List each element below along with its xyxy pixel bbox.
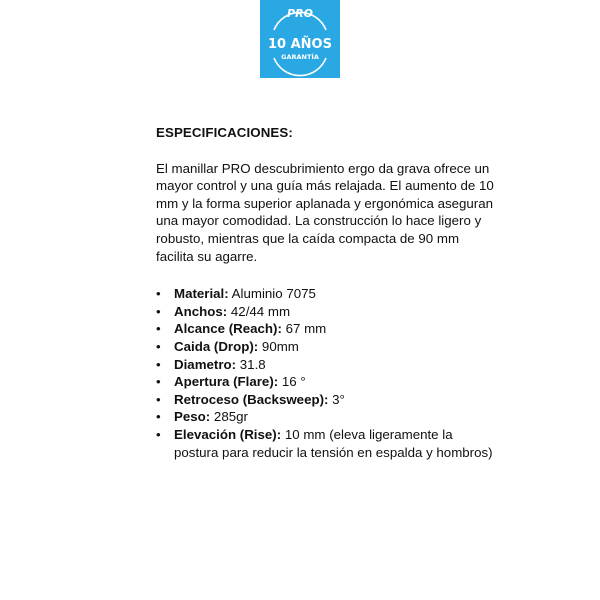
spec-value: 42/44 mm [230, 303, 291, 319]
spec-value: 10 mm (eleva ligeramente la postura para reducir la tensión en espalda y hombros) [174, 426, 493, 460]
bullet-icon: • [156, 321, 161, 337]
badge-warranty: GARANTÍA [281, 53, 319, 61]
bullet-icon: • [156, 409, 161, 425]
bullet-icon: • [156, 391, 161, 407]
spec-label: Diametro: [174, 356, 237, 372]
bullet-icon: • [156, 356, 161, 372]
spec-label: Elevación (Rise): [174, 426, 282, 442]
spec-label: Apertura (Flare): [174, 374, 279, 390]
spec-material [156, 285, 496, 303]
spec-value: 67 mm [285, 321, 327, 337]
specifications-document [156, 124, 496, 461]
warranty-seal-icon [260, 0, 340, 78]
spec-flare [156, 373, 496, 391]
spec-label: Retroceso (Backsweep): [174, 391, 329, 407]
spec-label: Caida (Drop): [174, 338, 259, 354]
spec-label: Anchos: [174, 303, 228, 319]
badge-years: 10 AÑOS [268, 37, 332, 52]
spec-value: Aluminio 7075 [231, 286, 316, 302]
bullet-icon: • [156, 286, 161, 302]
spec-value: 31.8 [239, 356, 266, 372]
spec-label: Peso: [174, 409, 211, 425]
badge-brand: PRO [287, 7, 313, 20]
spec-diameter [156, 356, 496, 374]
specifications-heading: ESPECIFICACIONES: [156, 125, 293, 140]
spec-reach [156, 320, 496, 338]
spec-weight [156, 408, 496, 426]
spec-drop [156, 338, 496, 356]
warranty-badge [260, 0, 340, 78]
spec-widths [156, 303, 496, 321]
spec-label: Alcance (Reach): [174, 321, 282, 337]
spec-rise [156, 426, 496, 461]
bullet-icon: • [156, 338, 161, 354]
specifications-list [156, 285, 496, 461]
bullet-icon: • [156, 303, 161, 319]
bullet-icon: • [156, 426, 161, 442]
spec-value: 16 ° [281, 374, 306, 390]
spec-value: 3° [332, 391, 345, 407]
product-description: El manillar PRO descubrimiento ergo da grava ofrece un mayor control y una guía más relajada. El aumento de 10 mm y la forma superior aplanada y ergonómica aseguran una mayor comodidad. La construcción lo hace ligero y robusto, mientras que la caída compacta de 90 mm facilita su agarre. [156, 160, 494, 264]
spec-backsweep [156, 391, 496, 409]
spec-value: 90mm [261, 338, 299, 354]
spec-value: 285gr [213, 409, 248, 425]
bullet-icon: • [156, 374, 161, 390]
spec-label: Material: [174, 286, 229, 302]
